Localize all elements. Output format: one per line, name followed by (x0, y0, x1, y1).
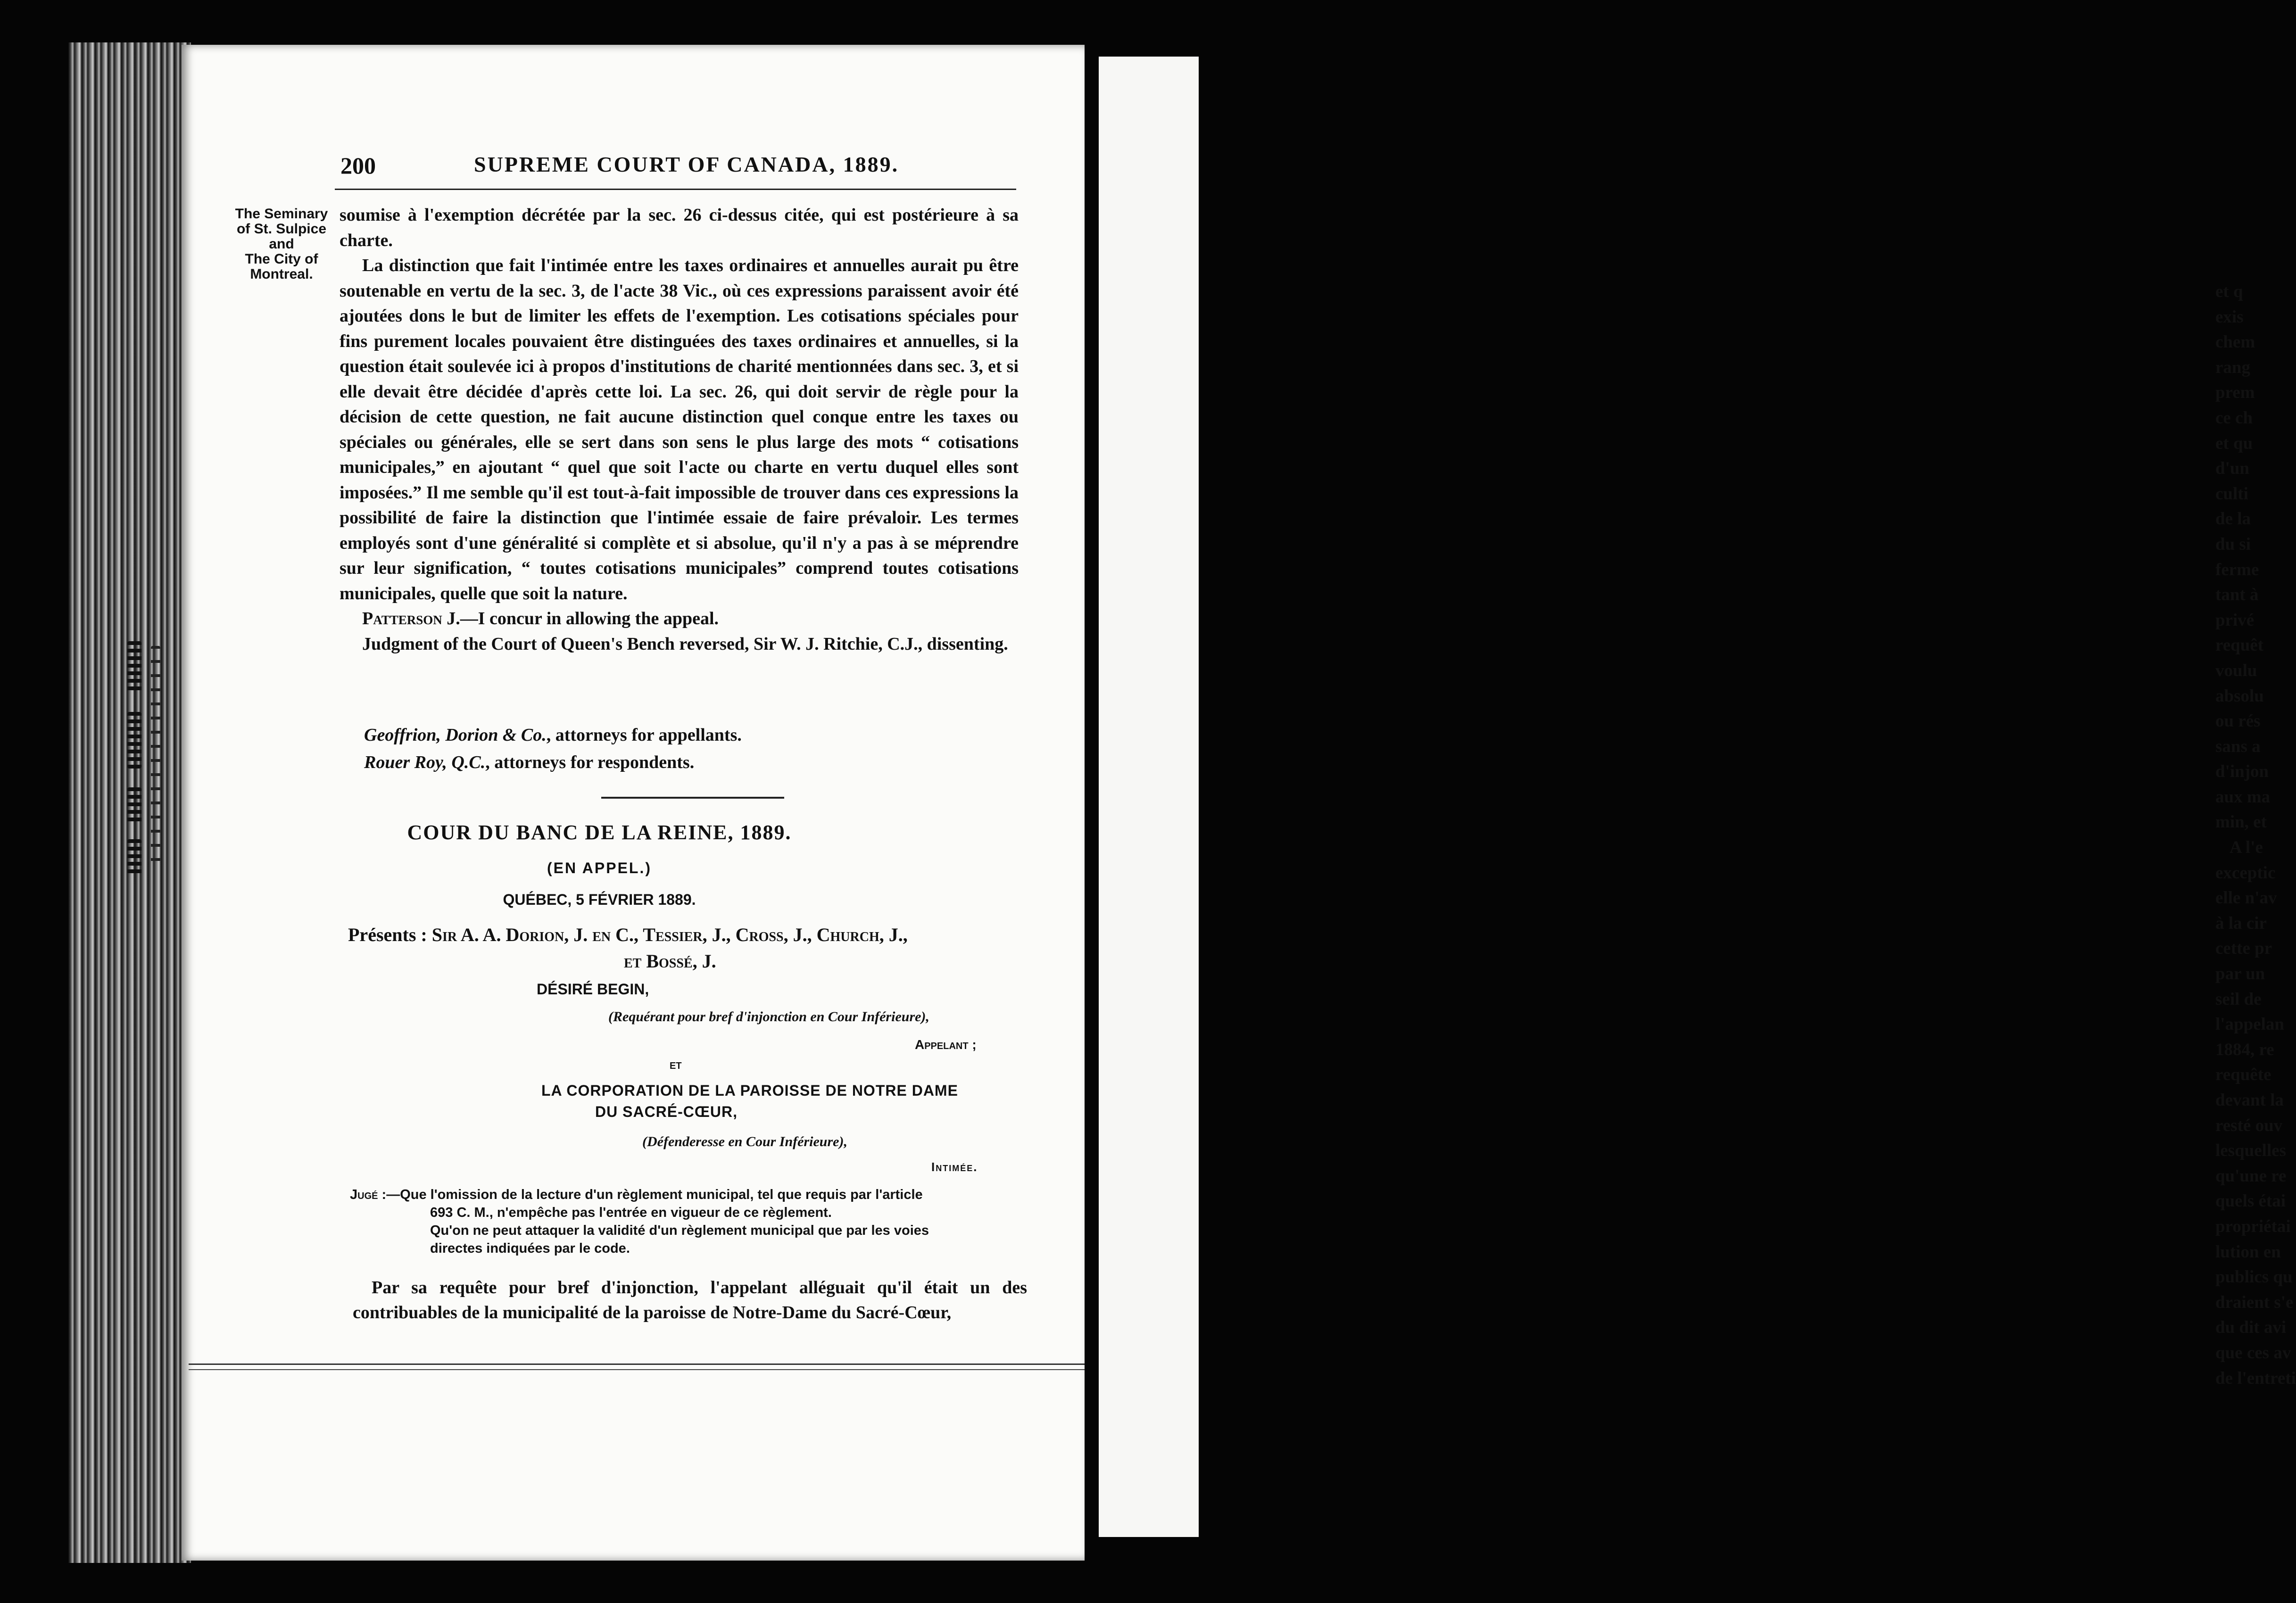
facing-page-line: cette pr (2215, 939, 2272, 958)
facing-page-line: resté ouv (2215, 1115, 2283, 1135)
concurrence (340, 606, 1019, 632)
facing-page-line: A l'e (2230, 838, 2263, 858)
facing-page-text (2215, 279, 2296, 1391)
section-divider (601, 797, 784, 799)
facing-page-line: voulu (2215, 661, 2257, 680)
side-note-line: The Seminary (235, 206, 328, 222)
side-note-line: of St. Sulpice (236, 221, 327, 237)
headnote-continuation: directes indiquées par le code. (430, 1241, 630, 1256)
opinion-text (340, 203, 1019, 657)
facing-page-line: d'injon (2215, 762, 2269, 782)
bench-list (348, 922, 1027, 975)
attorneys-block (364, 721, 742, 776)
judgment-statement: Judgment of the Court of Queen's Bench reversed, Sir W. J. Ritchie, C.J., dissenting. (362, 634, 1008, 654)
facing-page-line: lesquelles (2215, 1141, 2287, 1161)
headnote-text: —Que l'omission de la lecture d'un règlement municipal, tel que requis par l'article (386, 1187, 923, 1202)
appellant-name: DÉSIRÉ BEGIN, (537, 981, 649, 998)
side-note-line: Montreal. (250, 266, 313, 282)
judge-name: Patterson J. (362, 609, 460, 628)
facing-page-line: par un (2215, 964, 2265, 984)
footer-rule (189, 1369, 1085, 1370)
headnote-continuation: 693 C. M., n'empêche pas l'entrée en vigueur de ce règlement. (430, 1205, 832, 1220)
facing-page-line: quels étai (2215, 1191, 2286, 1211)
respondents-attorneys (364, 749, 742, 776)
respondent-role: (Défenderesse en Cour Inférieure), (642, 1134, 847, 1149)
facing-page-line: privé (2215, 610, 2255, 630)
facing-page-line: sans a (2215, 736, 2261, 756)
facing-page-line: de la (2215, 509, 2251, 529)
and-conjunction: ET (670, 1061, 682, 1071)
paragraph: La distinction que fait l'intimée entre les taxes ordinaires et annuelles aurait pu être soutenable en vertu de la sec. 3, de l'acte 38 Vic., où ces expressions paraissent avoir été ajoutées dons le but de limiter les effets de l'exemption. Les cotisations spéciales pour fins purement locales pouvaient être distinguées des taxes ordinaires et annuelles, si la question était soulevée ici à propos d'institutions de charité mentionnées dans sec. 3, et si elle devait être décidée d'après cette loi. La sec. 26, qui doit servir de règle pour la décision de cette question, ne fait aucune distinction quel conque entre les taxes ou spéciales ou générales, elle se sert dans son sens le plus large des mots “ cotisations municipales,” en ajoutant “ quel que soit l'acte ou charte en vertu duquel elles sont imposées.” Il me semble qu'il est tout-à-fait impossible de trouver dans ces expressions la possibilité de faire la distinction que l'intimée essaie de faire prévaloir. Les termes employés sont d'une généralité si complète et si absolue, qu'il n'y a pas à se méprendre sur leur signification, “ toutes cotisations municipales” comprend toutes cotisations municipales, quelle que soit la nature. (340, 256, 1019, 603)
facing-page-line: min, et (2215, 812, 2267, 832)
facing-page-line: devant la (2215, 1091, 2284, 1110)
facing-page-line: du si (2215, 534, 2251, 554)
facing-page-line: de l'entreti (2215, 1368, 2296, 1388)
facing-page (1099, 57, 2296, 1537)
appellant-role: (Requérant pour bref d'injonction en Cour Inférieure), (608, 1009, 929, 1025)
headnote (350, 1186, 1029, 1257)
firm-name: Rouer Roy, Q.C. (364, 752, 486, 772)
margin-stamp-marks (118, 632, 184, 886)
attorney-role: , attorneys for appellants. (546, 725, 742, 745)
bench-judges (348, 922, 1027, 948)
appellant-label: Appelant ; (915, 1037, 977, 1052)
facing-page-line: prem (2215, 383, 2255, 403)
facing-page-line: exis (2215, 307, 2244, 327)
paragraph: soumise à l'exemption décrétée par la sec. 26 ci-dessus citée, qui est postérieure à sa charte. (340, 205, 1019, 250)
appeal-label: (EN APPEL.) (547, 859, 652, 876)
court-title: COUR DU BANC DE LA REINE, 1889. (407, 821, 792, 844)
facing-page-line: 1884, re (2215, 1040, 2274, 1059)
facing-page-line: que ces av (2215, 1343, 2291, 1363)
facing-page-line: requêt (2215, 636, 2264, 655)
facing-page-line: qu'une re (2215, 1166, 2287, 1186)
respondent-name-line1: LA CORPORATION DE LA PAROISSE DE NOTRE DAME (541, 1082, 958, 1099)
facing-page-line: rang (2215, 357, 2250, 377)
facing-page-line: propriétai (2215, 1216, 2291, 1236)
concurrence-text: —I concur in allowing the appeal. (460, 609, 719, 628)
respondent-name-line2: DU SACRÉ-CŒUR, (595, 1103, 738, 1120)
facing-page-line: aux ma (2215, 787, 2271, 807)
side-note-line: and (269, 236, 294, 252)
facing-page-line: ferme (2215, 560, 2259, 579)
facing-page-line: elle n'av (2215, 888, 2277, 908)
firm-name: Geoffrion, Dorion & Co. (364, 725, 547, 745)
bench-last-judge: et Bossé, J. (624, 950, 716, 972)
present-label: Présents : (348, 924, 427, 945)
attorney-role: , attorneys for respondents. (485, 752, 695, 772)
facing-page-line: lution en (2215, 1242, 2281, 1262)
facing-page-line: et qu (2215, 433, 2253, 453)
facing-page-line: tant à (2215, 585, 2259, 605)
facing-page-line: du dit avi (2215, 1318, 2287, 1338)
facing-page-line: ce ch (2215, 408, 2253, 428)
facing-page-line: seil de (2215, 989, 2262, 1009)
header-rule (335, 189, 1016, 190)
headnote-label: Jugé : (350, 1187, 387, 1202)
facing-page-line: à la cir (2215, 913, 2267, 933)
facing-page-line: publics qu (2215, 1267, 2293, 1287)
facing-page-line: d'un (2215, 459, 2250, 479)
facing-page-line: exceptic (2215, 863, 2276, 883)
side-note-line: The City of (245, 251, 318, 267)
facing-page-line: l'appelan (2215, 1015, 2284, 1034)
judges-names: Sir A. A. Dorion, J. en C., Tessier, J., Cross, J., Church, J., (431, 924, 908, 945)
appellants-attorneys (364, 721, 742, 749)
facing-page-line: requête (2215, 1065, 2271, 1085)
facing-page-line: et q (2215, 282, 2243, 301)
respondent-label: Intimée. (931, 1160, 978, 1174)
decision-date: QUÉBEC, 5 FÉVRIER 1889. (503, 891, 696, 908)
page-number: 200 (340, 152, 376, 179)
footer-rule (189, 1363, 1085, 1365)
running-head: SUPREME COURT OF CANADA, 1889. (474, 152, 899, 176)
headnote-point: Qu'on ne peut attaquer la validité d'un règlement municipal que par les voies (430, 1223, 929, 1238)
facing-page-line: ou rés (2215, 711, 2261, 731)
headnote-point (350, 1186, 1029, 1204)
facing-page-line: chem (2215, 332, 2255, 352)
facing-page-line: draient s'e (2215, 1292, 2294, 1312)
facing-page-line: absolu (2215, 686, 2264, 706)
case-side-note (227, 207, 336, 282)
facing-page-line: culti (2215, 484, 2248, 504)
final-paragraph: Par sa requête pour bref d'injonction, l'appelant alléguait qu'il était un des contribuables de la municipalité de la paroisse de Notre-Dame du Sacré-Cœur, (353, 1278, 1027, 1322)
